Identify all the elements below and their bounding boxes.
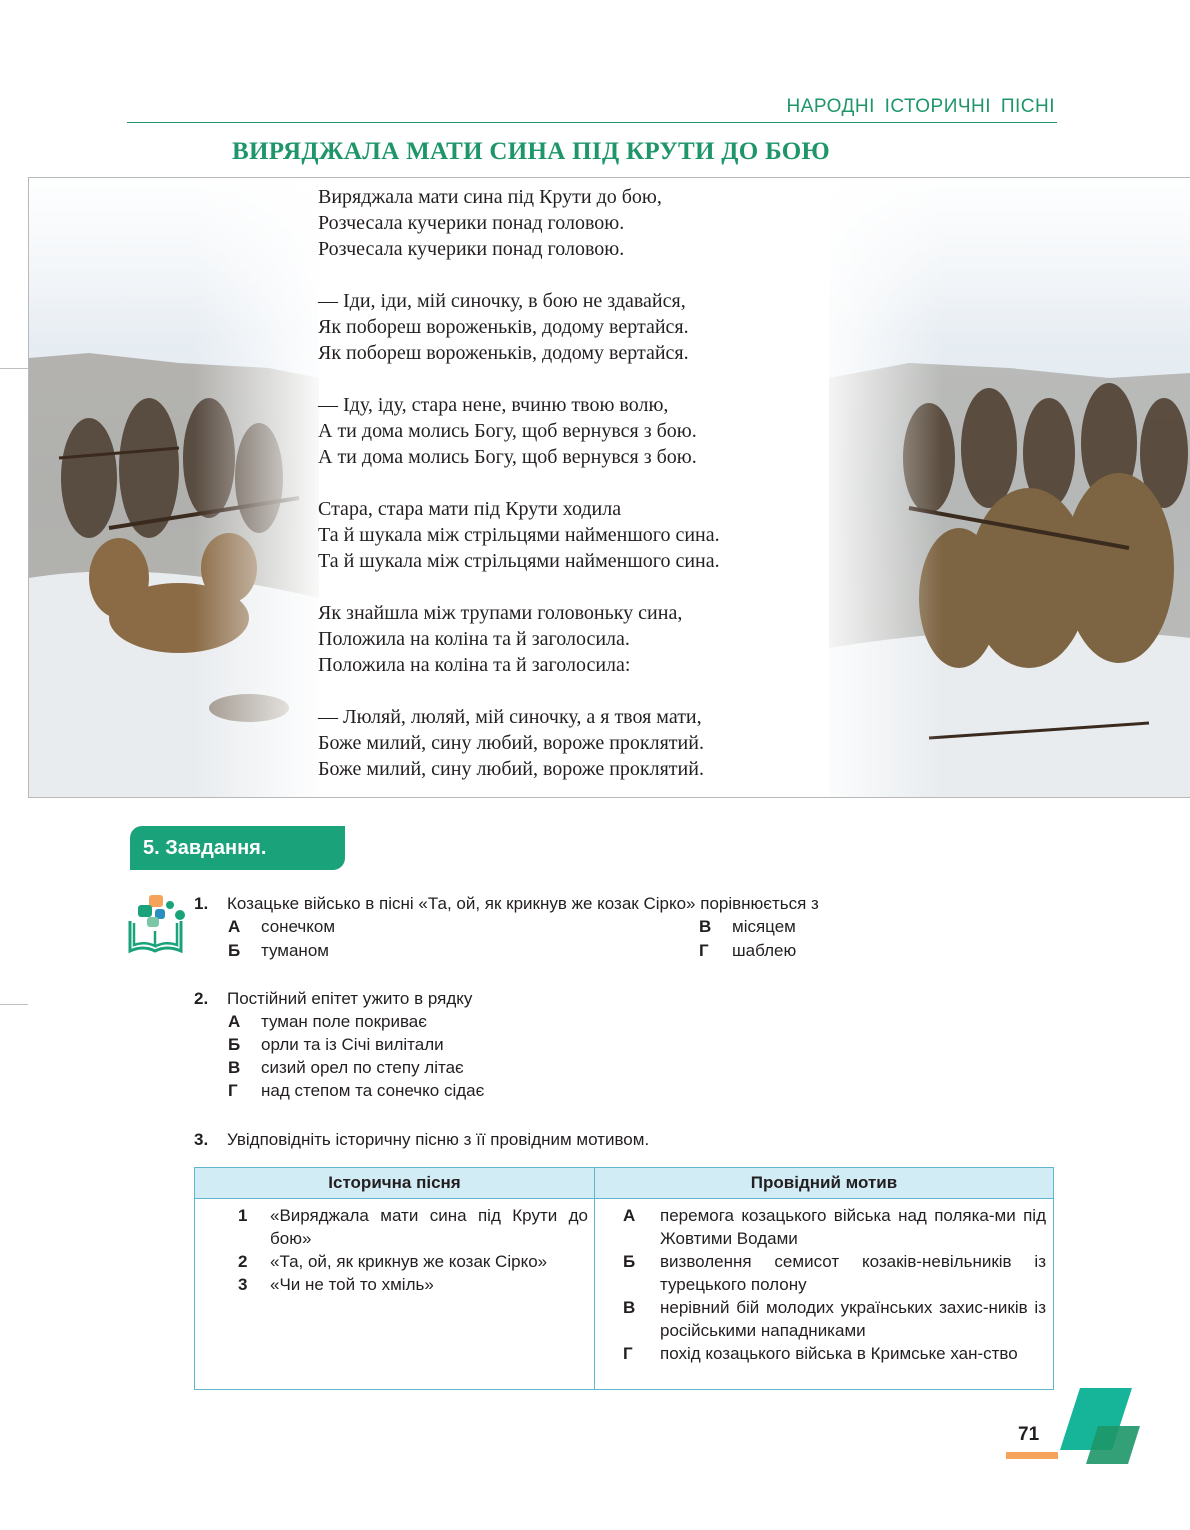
question-number: 1. (194, 894, 209, 913)
poem-line: Та й шукала між стрільцями найменшого сина. (318, 524, 720, 546)
poem-title: ВИРЯДЖАЛА МАТИ СИНА ПІД КРУТИ ДО БОЮ (232, 138, 830, 165)
poem-line: — Люляй, люляй, мій синочку, а я твоя мати, (318, 706, 702, 728)
poem-line: — Іду, іду, стара нене, вчиню твою волю, (318, 394, 669, 416)
page-number-underline (1006, 1452, 1058, 1459)
table-header-motif: Провідний мотив (595, 1168, 1053, 1199)
question-number: 3. (194, 1130, 209, 1149)
option-text: шаблею (732, 941, 797, 960)
motif-text: похід козацького війська в Кримське хан-ство (660, 1344, 1018, 1363)
stanza (318, 392, 720, 470)
option-letter: А (228, 1012, 241, 1031)
row-letter: В (623, 1298, 636, 1317)
row-letter: Б (623, 1252, 636, 1271)
header-rule (127, 122, 1057, 123)
poem-line: А ти дома молись Богу, щоб вернувся з бою. (318, 446, 697, 468)
row-letter: А (623, 1206, 636, 1225)
poem-line: Положила на коліна та й заголосила. (318, 628, 630, 650)
row-number: 2 (238, 1252, 248, 1271)
poem-line: — Іди, іди, мій синочку, в бою не здавайся, (318, 290, 686, 312)
option-letter: Г (228, 1081, 238, 1100)
margin-mark (0, 1004, 28, 1005)
song-title: «Та, ой, як крикнув же козак Сірко» (270, 1252, 548, 1271)
option-text: сизий орел по степу літає (261, 1058, 464, 1077)
song-title: «Чи не той то хміль» (270, 1275, 434, 1294)
poem-line: Розчесала кучерики понад головою. (318, 212, 625, 234)
option-letter: А (228, 917, 241, 936)
option-letter: Б (228, 941, 241, 960)
poem-line: Як побореш вороженьків, додому вертайся. (318, 342, 689, 364)
tasks-heading: 5. Завдання. (130, 826, 345, 870)
option-letter: Г (699, 941, 709, 960)
poem-line: Боже милий, сину любий, вороже проклятий. (318, 758, 704, 780)
option-text: туманом (261, 941, 329, 960)
song-title: «Виряджала мати сина під Крути до бою» (270, 1206, 588, 1248)
table-divider (594, 1198, 595, 1389)
poem-line: Положила на коліна та й заголосила: (318, 654, 631, 676)
poem-line: Виряджала мати сина під Крути до бою, (318, 186, 662, 208)
stanza (318, 288, 720, 366)
stanza (318, 704, 720, 782)
option-text: місяцем (732, 917, 796, 936)
option-text: орли та із Січі вилітали (261, 1035, 444, 1054)
motif-text: нерівний бій молодих українських захис-ників із російськими нападниками (660, 1298, 1046, 1340)
row-number: 3 (238, 1275, 248, 1294)
row-letter: Г (623, 1344, 633, 1363)
margin-mark (0, 368, 28, 369)
option-letter: В (699, 917, 712, 936)
running-header: НАРОДНІ ІСТОРИЧНІ ПІСНІ (786, 96, 1055, 117)
stanza (318, 600, 720, 678)
matching-table (194, 1167, 1054, 1390)
question-text: Козацьке військо в пісні «Та, ой, як крикнув же козак Сірко» порівнюється з (227, 894, 819, 913)
question-text: Постійний епітет ужито в рядку (227, 989, 473, 1008)
poem-line: Як знайшла між трупами головоньку сина, (318, 602, 683, 624)
page-number: 71 (1018, 1424, 1040, 1445)
poem-line: Та й шукала між стрільцями найменшого сина. (318, 550, 720, 572)
poem-line: А ти дома молись Богу, щоб вернувся з бою. (318, 420, 697, 442)
poem-line: Стара, стара мати під Крути ходила (318, 498, 622, 520)
stanza (318, 184, 720, 262)
poem-text (318, 184, 720, 782)
motif-text: визволення семисот козаків-невільників із турецького полону (660, 1252, 1046, 1294)
question-text: Увідповідніть історичну пісню з її провідним мотивом. (227, 1130, 650, 1149)
option-letter: Б (228, 1035, 241, 1054)
row-number: 1 (238, 1206, 248, 1225)
motif-text: перемога козацького війська над поляка-ми під Жовтими Водами (660, 1206, 1046, 1248)
poem-line: Як побореш вороженьків, додому вертайся. (318, 316, 689, 338)
poem-line: Розчесала кучерики понад головою. (318, 238, 625, 260)
corner-decoration (1058, 1388, 1142, 1469)
poem-line: Боже милий, сину любий, вороже проклятий. (318, 732, 704, 754)
stanza (318, 496, 720, 574)
option-letter: В (228, 1058, 241, 1077)
option-text: сонечком (261, 917, 336, 936)
option-text: над степом та сонечко сідає (261, 1081, 485, 1100)
book-icon (125, 893, 187, 960)
question-number: 2. (194, 989, 209, 1008)
table-header-song: Історична пісня (195, 1168, 595, 1199)
option-text: туман поле покриває (261, 1012, 427, 1031)
